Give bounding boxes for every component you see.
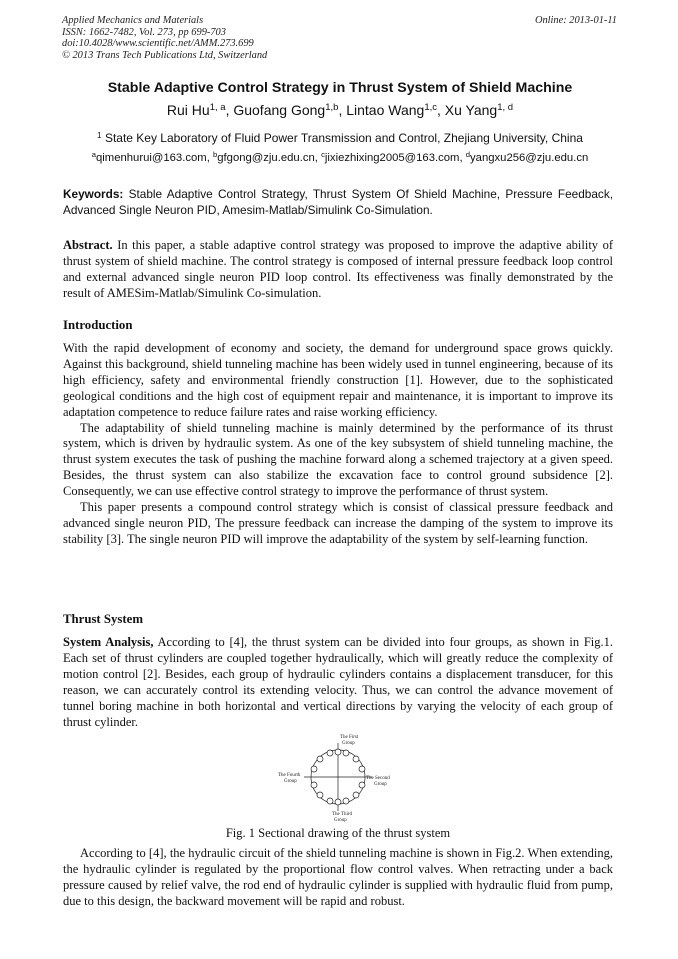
label-first-group: The First	[340, 735, 359, 740]
email-address[interactable]: jixiezhixing2005@163.com	[324, 152, 460, 164]
affiliation	[40, 131, 640, 145]
cylinder-icon	[311, 782, 317, 788]
thrust-system-heading: Thrust System	[63, 612, 143, 626]
paper-title: Stable Adaptive Control Strategy in Thrust System of Shield Machine	[107, 80, 573, 96]
thrust-paragraph-2: According to [4], the hydraulic circuit of the shield tunneling machine is shown in Fig.2. When extending, the hydraulic cylinder is regulated by the proportional flow control valves. When retracting under a back pressure caused by relief valve, the rod end of hydraulic cylinder is supplied with hydraulic fluid from pump, due to this design, the backward movement will be rapid and robust.	[63, 846, 613, 908]
label-third-group: The Third	[332, 812, 353, 817]
cylinder-icon	[359, 782, 365, 788]
system-analysis-label: System Analysis,	[63, 635, 154, 649]
label-first-group-line2: Group	[342, 741, 355, 746]
cylinder-icon	[335, 799, 341, 805]
intro-paragraph-2: The adaptability of shield tunneling machine is mainly determined by the performance of its thrust system, which is driven by hydraulic system. As one of the key subsystem of shield tunneling machine, the thrust system executes the task of pushing the machine forward along a schemed trajectory at a given speed. Besides, the thrust system can also stabilize the excavation face to control ground subsidence [2]. Consequently, we can use effective control strategy to improve the performance of thrust system.	[63, 420, 613, 499]
cylinder-icon	[327, 750, 333, 756]
cylinder-icon	[353, 756, 359, 762]
thrust-paragraph-1-text: According to [4], the thrust system can be divided into four groups, as shown in Fig.1. Each set of thrust cylinders are coupled together hydraulically, which will greatly reduce the complexity of motion control [2]. Besides, each group of hydraulic cylinders contains a displacement transducer, for this reason, we can accurately control its extending velocity. Thus, we can control the advance movement of tunnel boring machine in both horizontal and vertical directions by varying the velocity of each group of thrust cylinder.	[63, 635, 613, 729]
keywords-label: Keywords:	[63, 187, 124, 201]
cylinder-icon	[327, 798, 333, 804]
label-fourth-group: The Fourth	[278, 773, 301, 778]
issn-line: ISSN: 1662-7482, Vol. 273, pp 699-703	[62, 26, 226, 38]
email-address[interactable]: gfgong@zju.edu.cn	[217, 152, 315, 164]
cylinder-icon	[353, 792, 359, 798]
introduction-heading: Introduction	[63, 318, 133, 332]
email-address[interactable]: qimenhurui@163.com	[96, 152, 207, 164]
cylinder-icon	[317, 756, 323, 762]
thrust-system-figure	[274, 733, 402, 829]
email-list: $^a$qimenhurui@163.com, $^b$gfgong@zju.edu.cn, $^c$jixiezhixing2005@163.com, $^d$yangxu256@zju.edu.cn	[91, 149, 589, 164]
cylinder-icon	[343, 798, 349, 804]
email-sup: d	[465, 149, 471, 159]
cylinder-icon	[317, 792, 323, 798]
intro-paragraph-1: With the rapid development of economy and society, the demand for underground space grows quickly. Against this background, shield tunneling machine has been widely used in tunnel engineering, because of its high efficiency, safety and environmental friendly construction [1]. However, due to the sophisticated geological conditions and the high cost of equipment repair and maintenance, it is important to improve its adaptation competence to reduce failure rates and raise working efficiency.	[63, 341, 613, 419]
email-sup: a	[91, 149, 96, 159]
email-sup: c	[321, 149, 325, 159]
intro-paragraph-3: This paper presents a compound control strategy which is consist of classical pressure feedback and advanced single neuron PID, The pressure feedback can increase the damping of the system to improve its stability [3]. The single neuron PID will improve the adaptability of the system by self-learning function.	[63, 500, 613, 546]
thrust-system-body	[63, 635, 613, 730]
affiliation-text: State Key Laboratory of Fluid Power Transmission and Control, Zhejiang University, China	[104, 131, 583, 145]
introduction-body	[63, 341, 613, 548]
figure-labels	[278, 735, 390, 823]
author-name: Lintao Wang	[346, 102, 425, 118]
label-second-group: The Second	[366, 776, 390, 781]
author-name: Guofang Gong	[233, 102, 326, 118]
doi-line[interactable]: doi:10.4028/www.scientific.net/AMM.273.699	[62, 38, 254, 50]
author-name: Rui Hu	[166, 102, 210, 118]
author-affil-sup: 1,b	[325, 101, 339, 113]
cylinder-icon	[335, 749, 341, 755]
author-affil-sup: 1, d	[497, 101, 514, 113]
abstract	[63, 238, 613, 302]
cylinder-icon	[343, 750, 349, 756]
online-date: Online: 2013-01-11	[534, 15, 617, 26]
keywords-text: Stable Adaptive Control Strategy, Thrust System Of Shield Machine, Pressure Feedback, Advanced Single Neuron PID, Amesim-Matlab/Simulink Co-Simulation.	[63, 187, 613, 217]
thrust-paragraph-1	[63, 635, 613, 730]
author-affil-sup: 1, a	[209, 101, 226, 113]
email-address[interactable]: yangxu256@zju.edu.cn	[470, 152, 589, 164]
keywords	[63, 187, 613, 218]
figure-caption: Fig. 1 Sectional drawing of the thrust system	[225, 826, 451, 840]
label-third-group-line2: Group	[334, 818, 347, 823]
cylinder-icon	[359, 766, 365, 772]
affiliation-sup: 1	[97, 130, 102, 140]
cylinder-icon	[311, 766, 317, 772]
copyright-line: © 2013 Trans Tech Publications Ltd, Switzerland	[62, 49, 268, 61]
author-list: Rui Hu$^{1, a}$, Guofang Gong$^{1,b}$, Lintao Wang$^{1,c}$, Xu Yang$^{1, d}$	[166, 101, 514, 118]
label-fourth-group-line2: Group	[284, 779, 297, 784]
email-sup: b	[212, 149, 218, 159]
running-header	[62, 15, 617, 61]
abstract-text: In this paper, a stable adaptive control strategy was proposed to improve the adaptive ability of thrust system of shield machine. The control strategy is composed of internal pressure feedback loop control and external advanced single neuron PID loop control. Its effectiveness was finally demonstrated by the result of AMESim-Matlab/Simulink Co-simulation.	[63, 238, 614, 300]
author-affil-sup: 1,c	[424, 101, 438, 113]
abstract-label: Abstract.	[63, 238, 113, 252]
label-second-group-line2: Group	[374, 782, 387, 787]
author-name: Xu Yang	[444, 102, 498, 118]
journal-name: Applied Mechanics and Materials	[62, 15, 204, 26]
